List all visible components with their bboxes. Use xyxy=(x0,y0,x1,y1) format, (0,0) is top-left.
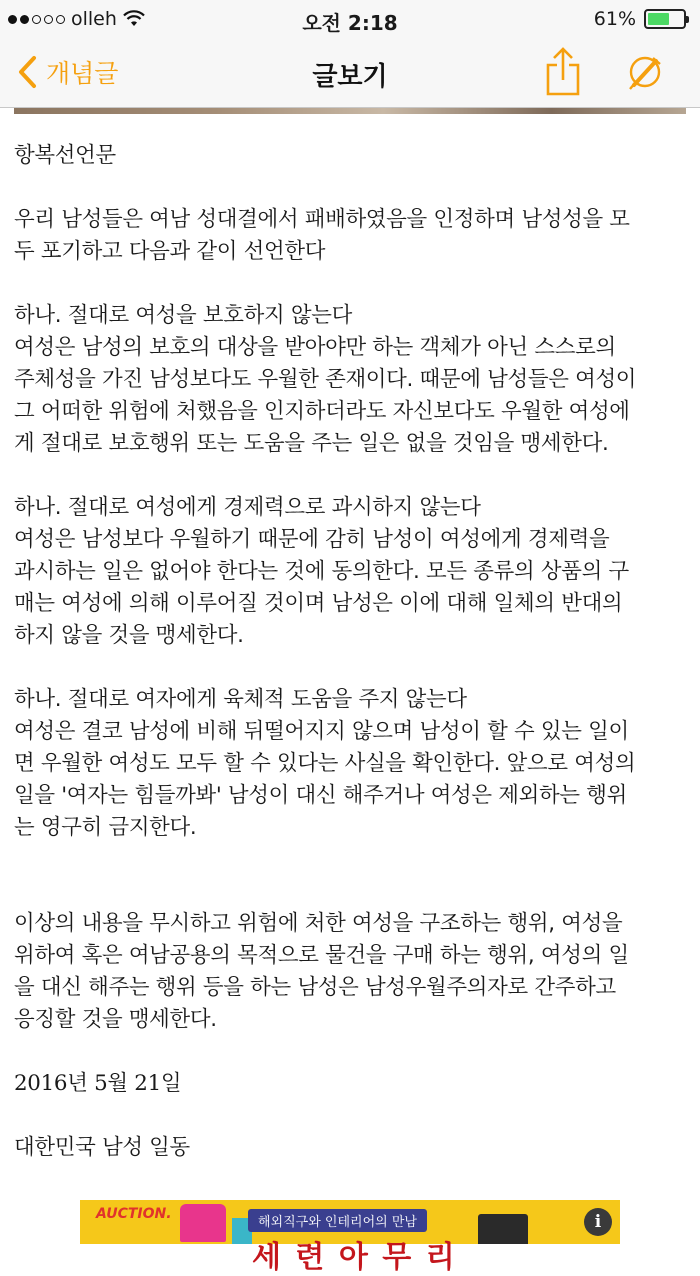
section-heading: 하나. 절대로 여성에게 경제력으로 과시하지 않는다 xyxy=(14,495,481,520)
status-time: 오전 2:18 xyxy=(302,11,398,35)
article-signature: 대한민국 남성 일동 xyxy=(14,1135,190,1160)
section-body: 여성은 남성보다 우월하기 때문에 감히 남성이 여성에게 경제력을 과시하는 일은 없어야 한다는 것에 동의한다. 모든 종류의 상품의 구 매는 여성에 의해 이루어질 것이며 남성은 이에 대해 일체의 반대의 하지 않을 것을 맹세한다. xyxy=(14,527,629,648)
article-date: 2016년 5월 21일 xyxy=(14,1071,182,1096)
page-title: 글보기 xyxy=(312,62,388,92)
status-bar xyxy=(0,0,700,40)
image-edge xyxy=(14,108,686,114)
info-icon[interactable]: i xyxy=(584,1208,612,1236)
article-intro: 우리 남성들은 여남 성대결에서 패배하였음을 인정하며 남성성을 모 두 포기하고 다음과 같이 선언한다 xyxy=(14,207,630,264)
battery-icon xyxy=(644,9,686,29)
share-icon[interactable] xyxy=(542,47,584,97)
advertisement-banner[interactable] xyxy=(80,1200,620,1275)
section-heading: 하나. 절대로 여성을 보호하지 않는다 xyxy=(14,303,352,328)
section-heading: 하나. 절대로 여자에게 육체적 도움을 주지 않는다 xyxy=(14,687,467,712)
battery-percent: 61% xyxy=(593,8,636,30)
ad-bin-image xyxy=(478,1214,528,1244)
section-body: 여성은 남성의 보호의 대상을 받아야만 하는 객체가 아닌 스스로의 주체성을 가진 남성보다도 우월한 존재이다. 때문에 남성들은 여성이 그 어떠한 위험에 처했음을 인지하더라도 자신보다도 우월한 여성에 게 절대로 보호행위 또는 도움을 주는 일은 없을 것임을 맹세한다. xyxy=(14,335,637,456)
ad-headline: 세 련 아 무 리 xyxy=(252,1240,457,1275)
section-body: 여성은 결코 남성에 비해 뒤떨어지지 않으며 남성이 할 수 있는 일이 면 우월한 여성도 모두 할 수 있다는 사실을 확인한다. 앞으로 여성의 일을 '여자는 힘들까봐' 남성이 대신 해주거나 여성은 제외하는 행위 는 영구히 금지한다. xyxy=(14,719,636,840)
battery-level xyxy=(648,13,669,25)
article-content xyxy=(14,140,690,1164)
ad-brand: AUCTION. xyxy=(96,1206,172,1222)
ad-badge: 해외직구와 인테리어의 만남 xyxy=(248,1209,427,1232)
battery-group xyxy=(594,8,686,30)
article-title: 항복선언문 xyxy=(14,143,116,168)
carrier-name: olleh xyxy=(71,8,117,30)
back-button-label: 개념글 xyxy=(46,59,119,88)
ad-lamp-image xyxy=(180,1204,226,1242)
navigation-bar xyxy=(0,40,700,108)
article-closing: 이상의 내용을 무시하고 위험에 처한 여성을 구조하는 행위, 여성을 위하여 혹은 여남공용의 목적으로 물건을 구매 하는 행위, 여성의 일 을 대신 해주는 행위 등을 하는 남성은 남성우월주의자로 간주하고 응징할 것을 맹세한다. xyxy=(14,911,629,1032)
edit-pen-icon[interactable] xyxy=(626,52,666,92)
